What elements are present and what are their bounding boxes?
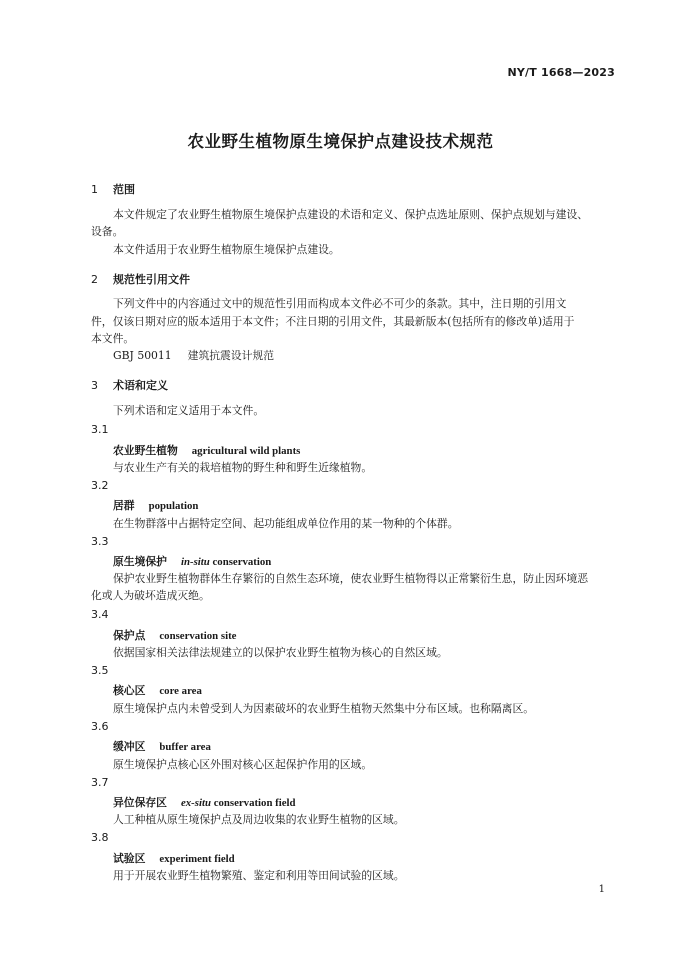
- term-definition: 原生境保护点内未曾受到人为因素破坏的农业野生植物天然集中分布区域。也称隔离区。: [113, 702, 535, 715]
- term-number: 3.4: [91, 608, 109, 621]
- term-en: agricultural wild plants: [191, 445, 301, 457]
- section-2-heading: [91, 271, 190, 287]
- standard-number: NY/T 1668—2023: [507, 66, 615, 79]
- term-en: [181, 797, 296, 809]
- section-title: 规范性引用文件: [113, 273, 190, 286]
- paragraph-line: 本文件规定了农业野生植物原生境保护点建设的术语和定义、保护点选址原则、保护点规划与建设、: [113, 208, 589, 221]
- term-en-rest: conservation field: [213, 797, 296, 809]
- term-zh: 核心区: [113, 684, 146, 697]
- term-number: 3.1: [91, 423, 109, 436]
- paragraph-line: 下列文件中的内容通过文中的规范性引用而构成本文件必不可少的条款。其中，注日期的引用文: [113, 297, 567, 310]
- section-3-heading: [91, 377, 168, 393]
- term-number: 3.3: [91, 535, 109, 548]
- term-en: conservation site: [159, 630, 237, 642]
- term-zh: 异位保存区: [113, 796, 167, 809]
- term-zh: 缓冲区: [113, 740, 146, 753]
- page-number: 1: [598, 884, 605, 895]
- reference-title: 建筑抗震设计规范: [187, 349, 275, 362]
- section-number: 2: [91, 273, 98, 286]
- term-en-rest: conservation: [212, 556, 272, 568]
- term-zh: 原生境保护: [113, 555, 167, 568]
- paragraph-line: 本文件。: [91, 332, 135, 345]
- section-title: 范围: [113, 183, 135, 196]
- term-zh: 试验区: [113, 852, 146, 865]
- term-name: [113, 739, 211, 754]
- term-name: [113, 628, 236, 643]
- document-title: 农业野生植物原生境保护点建设技术规范: [187, 132, 494, 151]
- section-title: 术语和定义: [113, 379, 168, 392]
- reference-code: GBJ 50011: [113, 349, 172, 362]
- term-zh: 居群: [113, 499, 135, 512]
- term-zh: 保护点: [113, 629, 146, 642]
- paragraph-line: 件，仅该日期对应的版本适用于本文件；不注日期的引用文件，其最新版本(包括所有的修改单)适用于: [91, 315, 575, 328]
- term-number: 3.5: [91, 664, 109, 677]
- term-definition: 依据国家相关法律法规建立的以保护农业野生植物为核心的自然区域。: [113, 646, 448, 659]
- term-name: [113, 498, 198, 513]
- term-zh: 农业野生植物: [113, 444, 178, 457]
- term-definition: 保护农业野生植物群体生存繁衍的自然生态环境，使农业野生植物得以正常繁衍生息，防止因环境恶: [113, 572, 589, 585]
- term-definition: 在生物群落中占据特定空间、起功能组成单位作用的某一物种的个体群。: [113, 517, 459, 530]
- term-definition: 人工种植从原生境保护点及周边收集的农业野生植物的区域。: [113, 813, 405, 826]
- term-definition: 与农业生产有关的栽培植物的野生种和野生近缘植物。: [113, 461, 373, 474]
- term-number: 3.7: [91, 776, 109, 789]
- term-definition: 化或人为破坏造成灭绝。: [91, 589, 210, 602]
- term-name: [113, 443, 300, 458]
- term-en: population: [148, 500, 199, 512]
- term-en-italic: in-situ: [180, 556, 210, 568]
- term-en: core area: [159, 685, 202, 697]
- paragraph-line: 本文件适用于农业野生植物原生境保护点建设。: [113, 243, 340, 256]
- term-en-italic: ex-situ: [180, 797, 211, 809]
- term-number: 3.6: [91, 720, 109, 733]
- term-name: [113, 683, 202, 698]
- term-name: [113, 554, 271, 569]
- section-1-heading: [91, 181, 135, 197]
- section-number: 3: [91, 379, 98, 392]
- term-name: [113, 795, 296, 810]
- term-number: 3.2: [91, 479, 109, 492]
- term-number: 3.8: [91, 831, 109, 844]
- term-en: [181, 556, 271, 568]
- paragraph-line: 设备。: [91, 225, 124, 238]
- term-definition: 原生境保护点核心区外围对核心区起保护作用的区域。: [113, 758, 373, 771]
- normative-reference: [113, 348, 274, 364]
- paragraph-line: 下列术语和定义适用于本文件。: [113, 404, 265, 417]
- term-en: buffer area: [159, 741, 211, 753]
- section-number: 1: [91, 183, 98, 196]
- term-name: [113, 851, 235, 866]
- term-definition: 用于开展农业野生植物繁殖、鉴定和利用等田间试验的区域。: [113, 869, 405, 882]
- term-en: experiment field: [159, 853, 235, 865]
